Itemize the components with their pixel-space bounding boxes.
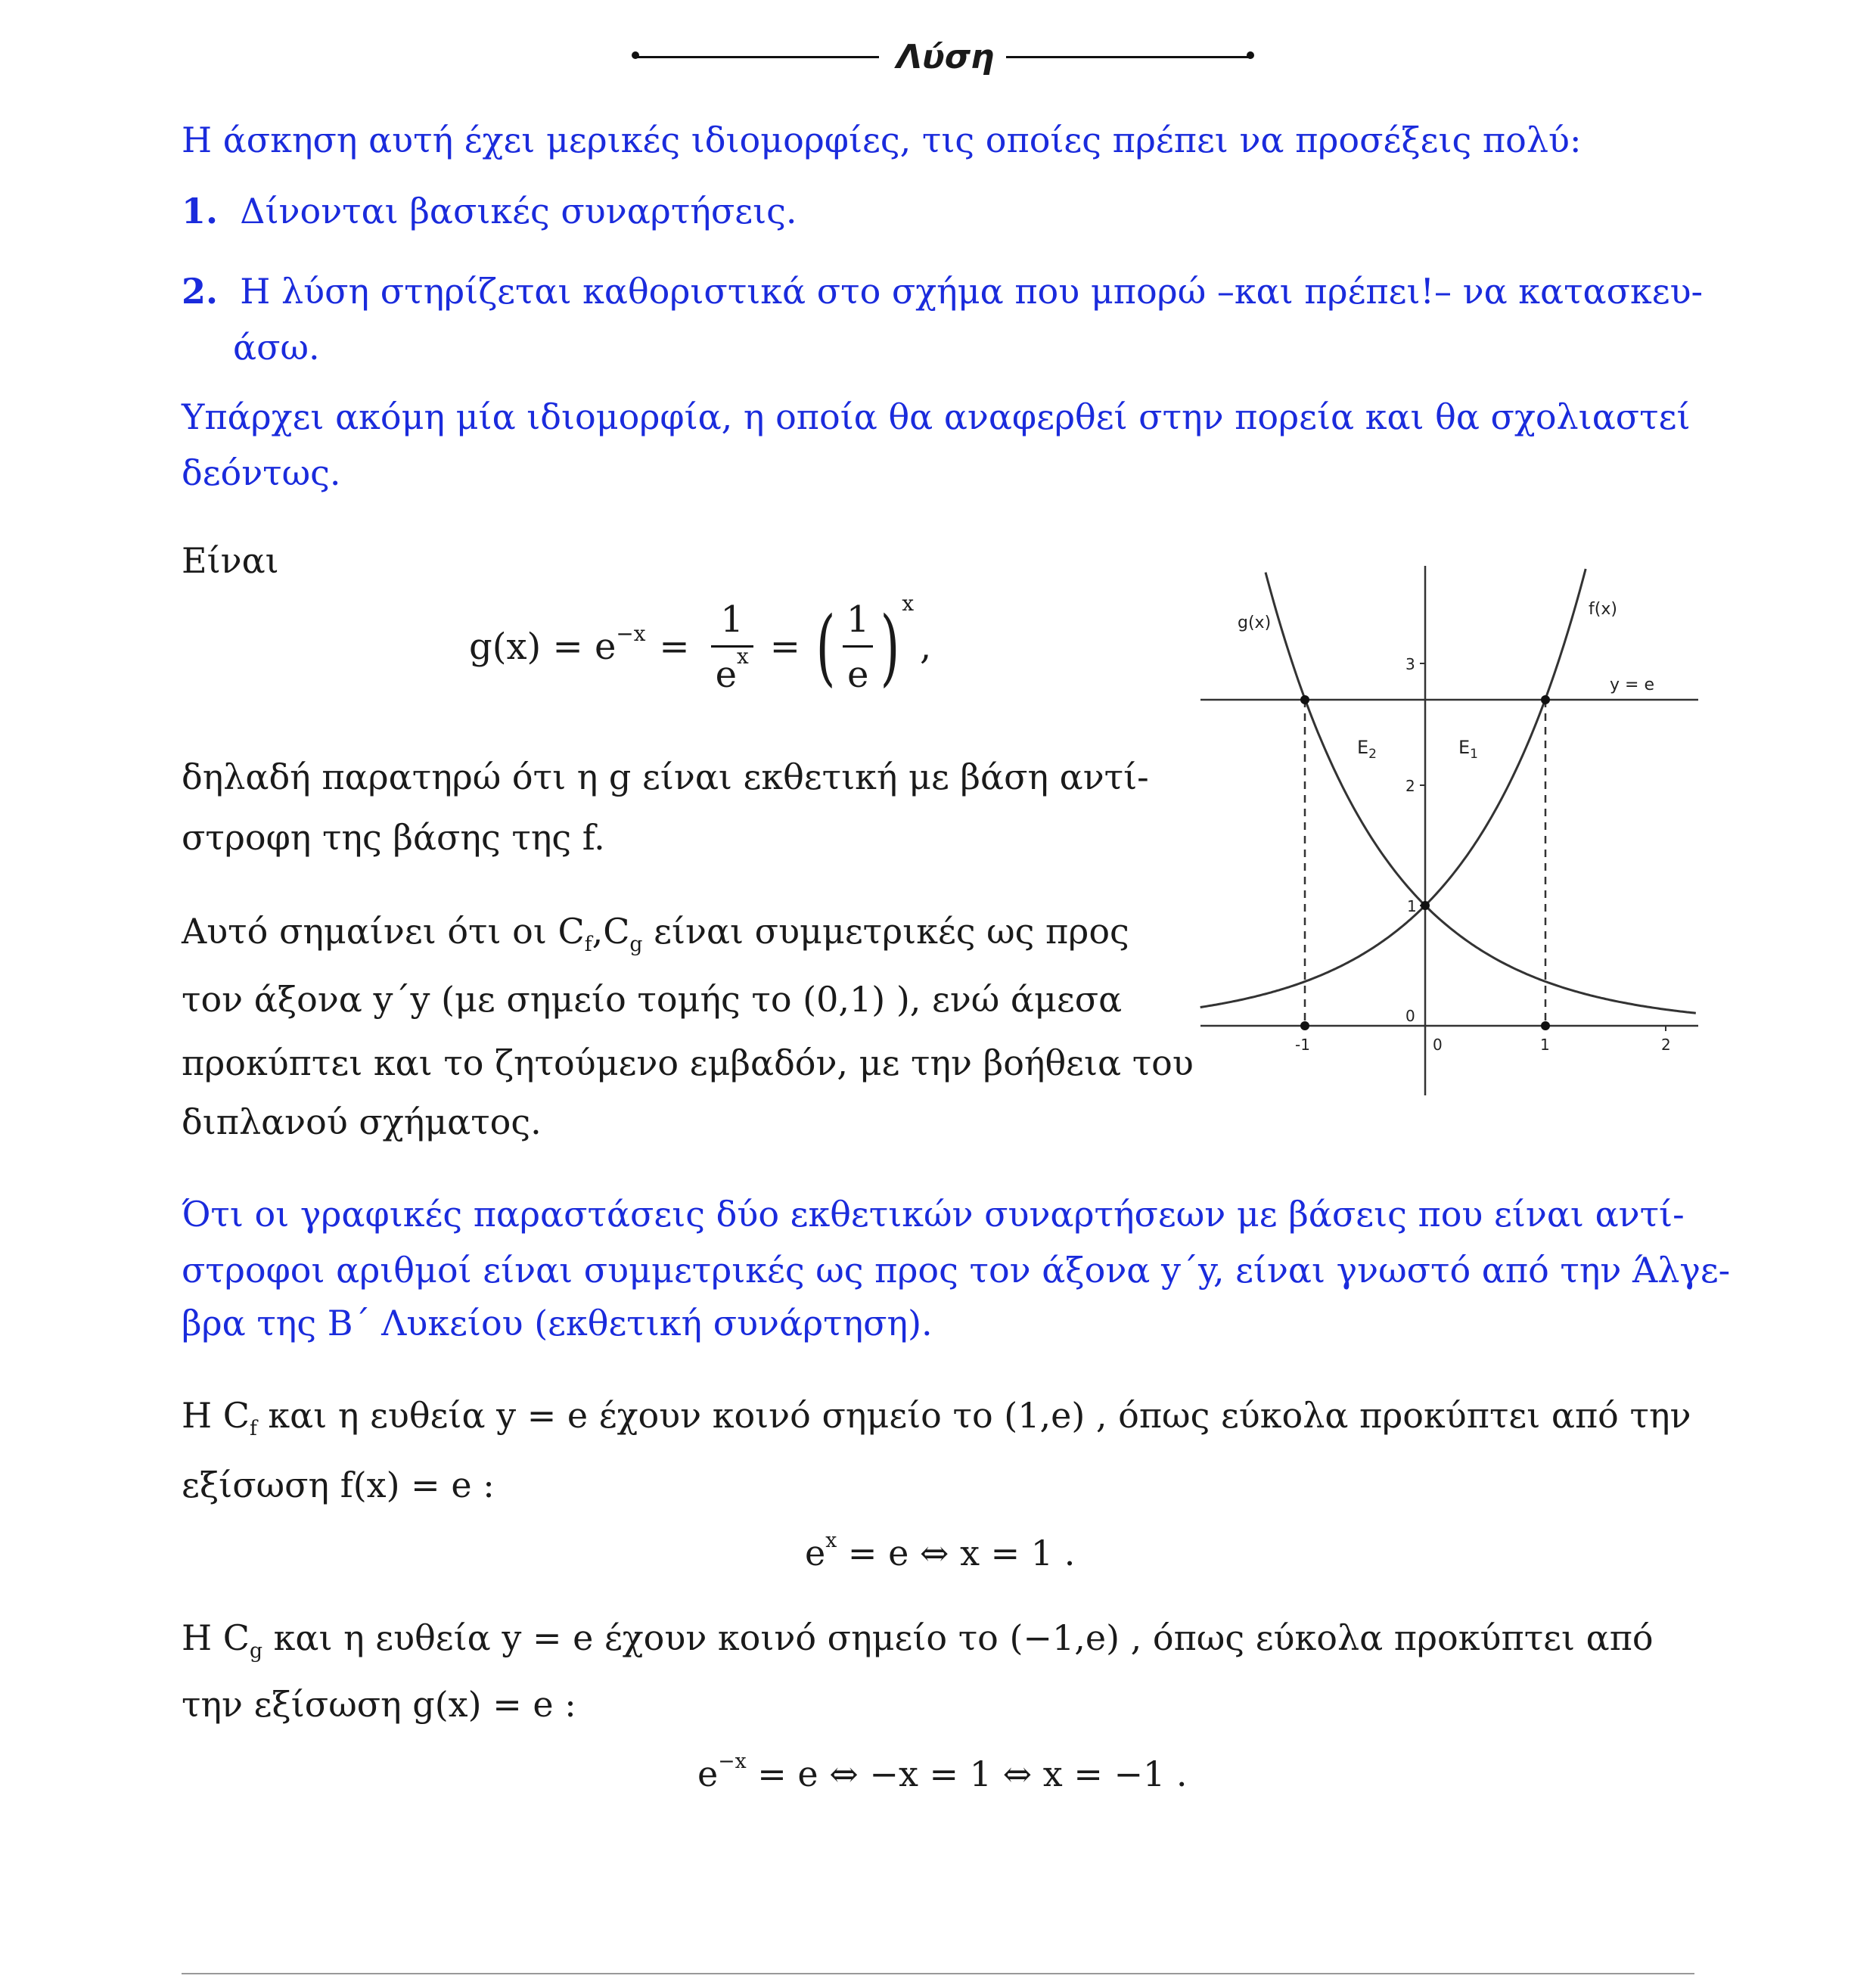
label-E2-main: E — [1357, 737, 1369, 758]
eq1-den1-sup: x — [737, 643, 749, 669]
eq1-fraction-1 — [711, 598, 753, 696]
ytick-label-2: 2 — [1405, 777, 1415, 795]
label-E1-main: E — [1458, 737, 1471, 758]
p2-line2: τον άξονα y΄y (με σημείο τομής το (0,1) ), ενώ άμεσα — [182, 979, 1123, 1020]
p2-sub-f: f — [584, 933, 592, 957]
label-E1-sub: 1 — [1470, 747, 1478, 762]
eq1-lhs: g(x) = e — [469, 626, 617, 668]
footer-rule — [182, 1973, 1694, 1974]
p2-sub-g: g — [629, 933, 643, 957]
point-1-e — [1541, 695, 1550, 704]
label-E2 — [1357, 737, 1377, 762]
p4-sub-g: g — [249, 1639, 263, 1663]
p1-line1: δηλαδή παρατηρώ ότι η g είναι εκθετική με βάση αντί- — [182, 756, 1149, 797]
p3-line1-a: Η C — [182, 1395, 250, 1436]
point-1-0 — [1541, 1021, 1550, 1030]
p2-line3: προκύπτει και το ζητούμενο εμβαδόν, με την βοήθεια του — [182, 1042, 1194, 1083]
equation-2 — [805, 1528, 1076, 1573]
xtick-label-1: 1 — [1540, 1036, 1550, 1054]
section-title: Λύση — [896, 38, 995, 76]
label-g: g(x) — [1238, 614, 1272, 632]
eq1-den1-base: e — [715, 653, 738, 696]
point-minus1-0 — [1300, 1021, 1309, 1030]
p2-line1-b: είναι συμμετρικές ως προς — [642, 911, 1129, 952]
note2-line2: στροφοι αριθμοί είναι συμμετρικές ως προς τον άξονα y΄y, είναι γνωστό από την Άλγε- — [182, 1250, 1731, 1291]
p2-line1-a: Αυτό σημαίνει ότι οι C — [182, 911, 585, 952]
list-number-1: 1. — [182, 191, 219, 231]
label-y-e: y = e — [1610, 676, 1654, 694]
einai-text: Είναι — [182, 540, 279, 581]
p2-line1 — [182, 911, 1129, 957]
eq1-num2: 1 — [846, 598, 870, 641]
eq1-left-paren: ( — [815, 598, 836, 695]
eq3-rest: = e ⇔ −x = 1 ⇔ x = −1 . — [746, 1754, 1188, 1794]
intro-text: Η άσκηση αυτή έχει μερικές ιδιομορφίες, τις οποίες πρέπει να προσέξεις πολύ: — [182, 120, 1582, 160]
p1-line2: στροφη της βάσης της f. — [182, 817, 605, 858]
curve-g — [1266, 573, 1696, 1014]
p4-line2: την εξίσωση g(x) = e : — [182, 1684, 576, 1725]
eq1-den1 — [711, 645, 753, 696]
eq2-sup: x — [825, 1528, 837, 1552]
p3-sub-f: f — [249, 1417, 257, 1441]
eq3-base: e — [697, 1754, 719, 1794]
header-right-dot — [1247, 51, 1254, 59]
label-E2-sub: 2 — [1368, 747, 1377, 762]
xtick-label-2: 2 — [1661, 1036, 1671, 1054]
p3-line2: εξίσωση f(x) = e : — [182, 1465, 495, 1505]
xtick-label-0: 0 — [1433, 1036, 1443, 1054]
ytick-label-3: 3 — [1405, 655, 1415, 673]
point-minus1-e — [1300, 695, 1309, 704]
list-text-1: Δίνονται βασικές συναρτήσεις. — [240, 191, 797, 231]
eq1-eq2: = — [769, 626, 800, 668]
note1-line1: Υπάρχει ακόμη μία ιδιομορφία, η οποία θα αναφερθεί στην πορεία και θα σχολιαστεί — [182, 396, 1691, 437]
eq1-right-paren: ) — [881, 598, 900, 695]
eq1-outer-sup: x — [902, 590, 915, 616]
note2-line3: βρα της Β΄ Λυκείου (εκθετική συνάρτηση). — [182, 1303, 933, 1344]
equation-g — [469, 582, 931, 711]
eq1-den2: e — [843, 645, 873, 696]
list-item-1 — [182, 191, 797, 231]
p4-line1-b: και η ευθεία y = e έχουν κοινό σημείο το (−1,e) , όπως εύκολα προκύπτει από — [262, 1617, 1654, 1658]
eq1-comma: , — [920, 626, 932, 668]
eq2-rest: = e ⇔ x = 1 . — [837, 1533, 1076, 1573]
xtick-label-minus1: -1 — [1295, 1036, 1310, 1054]
list-text-2: Η λύση στηρίζεται καθοριστικά στο σχήμα που μπορώ –και πρέπει!– να κατασκευ- — [240, 271, 1704, 312]
p3-line1 — [182, 1395, 1691, 1441]
equation-3 — [697, 1749, 1188, 1794]
p2-line4: διπλανού σχήματος. — [182, 1101, 542, 1142]
curve-f — [1200, 569, 1586, 1008]
label-E1 — [1458, 737, 1478, 762]
eq1-lhs-sup: −x — [616, 620, 646, 646]
point-0-1 — [1421, 901, 1430, 910]
ytick-label-0: 0 — [1405, 1007, 1415, 1025]
list-text-2-cont: άσω. — [233, 327, 320, 368]
exponential-graph — [1195, 560, 1702, 1104]
eq2-base: e — [805, 1533, 826, 1573]
p4-line1 — [182, 1617, 1654, 1663]
p3-line1-b: και η ευθεία y = e έχουν κοινό σημείο το (1,e) , όπως εύκολα προκύπτει από την — [256, 1395, 1691, 1436]
eq1-fraction-2 — [842, 598, 874, 696]
note2-line1: Ότι οι γραφικές παραστάσεις δύο εκθετικών συναρτήσεων με βάσεις που είναι αντί- — [182, 1194, 1685, 1235]
note1-line2: δεόντως. — [182, 452, 341, 493]
label-f: f(x) — [1589, 600, 1617, 619]
list-number-2: 2. — [182, 271, 219, 312]
eq1-num1: 1 — [720, 598, 744, 641]
p4-line1-a: Η C — [182, 1617, 250, 1658]
header-right-rule — [1006, 56, 1248, 58]
p2-line1-mid: ,C — [592, 911, 630, 952]
eq1-eq: = — [659, 626, 690, 668]
header-left-rule — [637, 56, 879, 58]
ytick-label-1: 1 — [1407, 897, 1417, 915]
eq3-sup: −x — [718, 1749, 747, 1773]
list-item-2 — [182, 271, 1704, 312]
